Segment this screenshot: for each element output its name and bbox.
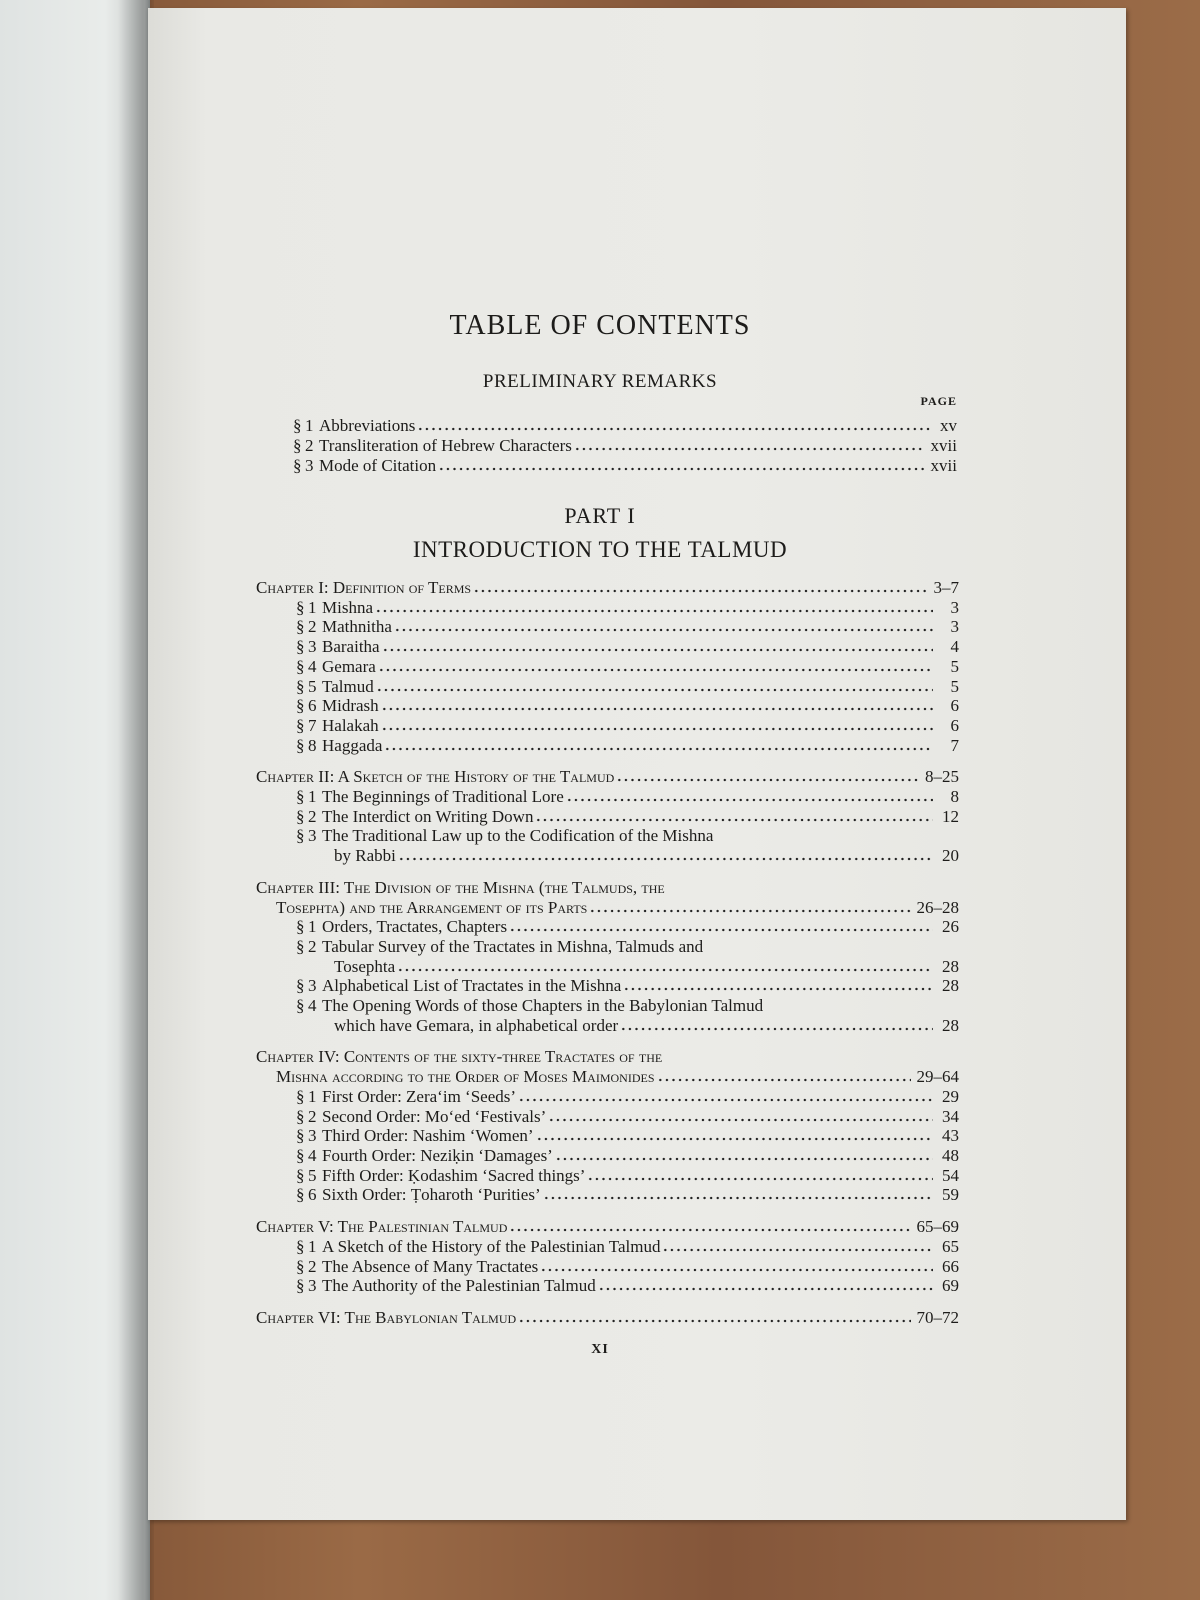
entry-text: Second Order: Mo‘ed ‘Festivals’ bbox=[322, 1106, 547, 1126]
section-number: 6 bbox=[308, 1185, 317, 1205]
entry-text: The Interdict on Writing Down bbox=[322, 806, 534, 826]
entry-text: Alphabetical List of Tractates in the Mishna bbox=[322, 976, 622, 996]
entry-page: 26 bbox=[942, 917, 959, 937]
preliminary-entries bbox=[293, 416, 957, 476]
section-symbol: § bbox=[296, 696, 305, 716]
entry-text: by Rabbi bbox=[334, 846, 396, 866]
toc-entry-line bbox=[256, 787, 959, 807]
dot-leader bbox=[620, 1017, 933, 1031]
chapter-pages: 65–69 bbox=[916, 1217, 959, 1237]
section-number: 7 bbox=[308, 715, 317, 735]
entry-page: 3 bbox=[950, 617, 959, 637]
entry-text: Sixth Order: Ṭoharoth ‘Purities’ bbox=[322, 1185, 541, 1205]
entry-page: 7 bbox=[950, 735, 959, 755]
chapter-group bbox=[256, 1308, 959, 1328]
dot-leader bbox=[376, 678, 933, 692]
dot-leader bbox=[598, 1277, 933, 1291]
section-symbol: § bbox=[296, 656, 305, 676]
section-number: 2 bbox=[308, 1256, 317, 1276]
toc-entry-line bbox=[293, 416, 957, 436]
entry-text: Talmud bbox=[322, 676, 374, 696]
toc-entry-line bbox=[256, 617, 959, 637]
entry-page: 54 bbox=[942, 1165, 959, 1185]
entry-page: 59 bbox=[942, 1185, 959, 1205]
section-symbol: § bbox=[296, 936, 305, 956]
entry-text: Tosephta bbox=[334, 956, 396, 976]
toc-entry-line bbox=[256, 1185, 959, 1205]
section-number: 3 bbox=[308, 1276, 317, 1296]
section-symbol: § bbox=[296, 1106, 305, 1126]
toc-entry-line bbox=[256, 846, 959, 866]
entry-page: 66 bbox=[942, 1256, 959, 1276]
section-symbol: § bbox=[296, 1256, 305, 1276]
toc-entry-line bbox=[256, 1276, 959, 1296]
dot-leader bbox=[378, 658, 933, 672]
section-symbol: § bbox=[296, 1086, 305, 1106]
section-symbol: § bbox=[296, 1126, 305, 1146]
dot-leader bbox=[616, 768, 919, 782]
chapter-group bbox=[256, 767, 959, 866]
chapter-pages: 70–72 bbox=[916, 1307, 959, 1327]
dot-leader bbox=[438, 457, 924, 471]
entry-page: 4 bbox=[950, 637, 959, 657]
dot-leader bbox=[518, 1309, 910, 1323]
page-column-label: PAGE bbox=[920, 394, 957, 408]
dot-leader bbox=[535, 808, 933, 822]
entry-text: The Absence of Many Tractates bbox=[322, 1256, 539, 1276]
section-number: 8 bbox=[308, 735, 317, 755]
part-title: INTRODUCTION TO THE TALMUD bbox=[412, 537, 788, 562]
entry-page: 43 bbox=[942, 1126, 959, 1146]
toc-entry-line bbox=[256, 996, 959, 1016]
entry-page: 6 bbox=[950, 696, 959, 716]
toc-entry-line bbox=[256, 976, 959, 996]
chapter-title: Chapter V: The Palestinian Talmud bbox=[256, 1217, 508, 1237]
toc-entry-line bbox=[256, 657, 959, 677]
entry-page: xv bbox=[940, 416, 957, 435]
dot-leader bbox=[397, 958, 933, 972]
dot-leader bbox=[381, 697, 933, 711]
section-symbol: § bbox=[296, 996, 305, 1016]
dot-leader bbox=[587, 1167, 933, 1181]
entry-text: Mode of Citation bbox=[319, 456, 437, 475]
section-symbol: § bbox=[296, 597, 305, 617]
dot-leader bbox=[398, 847, 933, 861]
toc-entry-line bbox=[256, 826, 959, 846]
chapter-heading bbox=[256, 1308, 959, 1328]
entry-text: Fifth Order: Ḳodashim ‘Sacred things’ bbox=[322, 1165, 586, 1185]
toc-entry-line bbox=[256, 1237, 959, 1257]
entry-text: The Traditional Law up to the Codification of the Mishna bbox=[322, 826, 714, 846]
entry-text: Mathnitha bbox=[322, 617, 392, 637]
entry-text: Third Order: Nashim ‘Women’ bbox=[322, 1126, 534, 1146]
part-label: PART I bbox=[564, 503, 636, 528]
chapter-title: Chapter IV: Contents of the sixty-three Tractates of the bbox=[256, 1047, 663, 1067]
chapter-title: Tosephta) and the Arrangement of its Parts bbox=[276, 897, 588, 917]
chapter-heading bbox=[256, 878, 959, 898]
section-number: 3 bbox=[308, 826, 317, 846]
dot-leader bbox=[509, 918, 933, 932]
entry-page: 28 bbox=[942, 956, 959, 976]
entry-text: Tabular Survey of the Tractates in Mishna, Talmuds and bbox=[322, 936, 704, 956]
dot-leader bbox=[623, 977, 933, 991]
entry-text: Baraitha bbox=[322, 637, 380, 657]
toc-entry-line bbox=[256, 957, 959, 977]
entry-text: The Beginnings of Traditional Lore bbox=[322, 787, 564, 807]
dot-leader bbox=[540, 1258, 933, 1272]
toc-entry-line bbox=[256, 937, 959, 957]
entry-page: xvii bbox=[930, 436, 957, 455]
entry-page: xvii bbox=[930, 456, 957, 475]
section-number: 1 bbox=[305, 416, 314, 435]
chapter-heading bbox=[256, 578, 959, 598]
chapter-heading bbox=[256, 1047, 959, 1067]
dot-leader bbox=[381, 717, 933, 731]
toc-entry-line bbox=[256, 736, 959, 756]
section-symbol: § bbox=[293, 436, 302, 455]
toc-entry-line bbox=[256, 1146, 959, 1166]
dot-leader bbox=[566, 788, 933, 802]
section-number: 2 bbox=[305, 436, 314, 455]
section-number: 1 bbox=[308, 1236, 317, 1256]
section-number: 1 bbox=[308, 917, 317, 937]
entry-text: Mishna bbox=[322, 597, 373, 617]
chapter-list bbox=[256, 578, 959, 1328]
page-number: XI bbox=[591, 1342, 609, 1357]
section-number: 3 bbox=[305, 456, 314, 475]
toc-entry-line bbox=[256, 637, 959, 657]
section-number: 5 bbox=[308, 676, 317, 696]
chapter-title: Chapter III: The Division of the Mishna (the Talmuds, the bbox=[256, 877, 665, 897]
section-symbol: § bbox=[296, 1236, 305, 1256]
section-number: 3 bbox=[308, 1126, 317, 1146]
entry-text: The Opening Words of those Chapters in the Babylonian Talmud bbox=[322, 996, 764, 1016]
toc-entry-line bbox=[293, 436, 957, 456]
entry-page: 34 bbox=[942, 1106, 959, 1126]
chapter-pages: 3–7 bbox=[933, 578, 959, 597]
dot-leader bbox=[417, 417, 931, 431]
toc-entry-line bbox=[293, 456, 957, 476]
section-number: 3 bbox=[308, 637, 317, 657]
section-symbol: § bbox=[296, 826, 305, 846]
entry-text: First Order: Zera‘im ‘Seeds’ bbox=[322, 1086, 517, 1106]
toc-entry-line bbox=[256, 696, 959, 716]
chapter-heading bbox=[256, 767, 959, 787]
section-symbol: § bbox=[296, 1276, 305, 1296]
section-number: 1 bbox=[308, 787, 317, 807]
entry-page: 5 bbox=[950, 676, 959, 696]
dot-leader bbox=[662, 1238, 933, 1252]
entry-page: 5 bbox=[950, 656, 959, 676]
toc-entry-line bbox=[256, 1126, 959, 1146]
toc-entry-line bbox=[256, 1257, 959, 1277]
dot-leader bbox=[589, 899, 910, 913]
section-symbol: § bbox=[296, 806, 305, 826]
entry-text: Midrash bbox=[322, 696, 379, 716]
entry-page: 12 bbox=[942, 806, 959, 826]
dot-leader bbox=[548, 1108, 933, 1122]
dot-leader bbox=[394, 618, 933, 632]
entry-page: 48 bbox=[942, 1145, 959, 1165]
dot-leader bbox=[382, 638, 933, 652]
section-number: 2 bbox=[308, 617, 317, 637]
section-symbol: § bbox=[296, 735, 305, 755]
chapter-title: Chapter I: Definition of Terms bbox=[256, 578, 472, 597]
entry-page: 6 bbox=[950, 715, 959, 735]
section-symbol: § bbox=[296, 917, 305, 937]
chapter-group bbox=[256, 1047, 959, 1205]
section-symbol: § bbox=[296, 715, 305, 735]
entry-page: 28 bbox=[942, 976, 959, 996]
section-symbol: § bbox=[296, 637, 305, 657]
entry-page: 3 bbox=[950, 597, 959, 617]
section-symbol: § bbox=[296, 1185, 305, 1205]
toc-entry-line bbox=[256, 917, 959, 937]
entry-text: which have Gemara, in alphabetical order bbox=[334, 1015, 619, 1035]
dot-leader bbox=[509, 1218, 910, 1232]
dot-leader bbox=[473, 579, 927, 593]
section-number: 1 bbox=[308, 1086, 317, 1106]
section-number: 2 bbox=[308, 806, 317, 826]
section-symbol: § bbox=[296, 617, 305, 637]
toc-entry-line bbox=[256, 1087, 959, 1107]
entry-text: Orders, Tractates, Chapters bbox=[322, 917, 508, 937]
chapter-title: Chapter II: A Sketch of the History of the Talmud bbox=[256, 767, 615, 787]
toc-entry-line bbox=[256, 1107, 959, 1127]
dot-leader bbox=[375, 599, 933, 613]
section-symbol: § bbox=[293, 456, 302, 475]
preliminary-heading: PRELIMINARY REMARKS bbox=[482, 371, 718, 392]
section-number: 4 bbox=[308, 996, 317, 1016]
chapter-pages: 8–25 bbox=[925, 767, 959, 787]
dot-leader bbox=[543, 1186, 933, 1200]
entry-page: 69 bbox=[942, 1276, 959, 1296]
entry-page: 29 bbox=[942, 1086, 959, 1106]
entry-text: A Sketch of the History of the Palestinian Talmud bbox=[322, 1236, 661, 1256]
section-symbol: § bbox=[296, 976, 305, 996]
dot-leader bbox=[536, 1127, 933, 1141]
chapter-group bbox=[256, 1217, 959, 1296]
entry-page: 65 bbox=[942, 1236, 959, 1256]
entry-page: 8 bbox=[950, 787, 959, 807]
page-title: TABLE OF CONTENTS bbox=[449, 310, 751, 341]
section-number: 1 bbox=[308, 597, 317, 617]
section-number: 5 bbox=[308, 1165, 317, 1185]
entry-text: Haggada bbox=[322, 735, 383, 755]
section-number: 6 bbox=[308, 696, 317, 716]
section-number: 2 bbox=[308, 936, 317, 956]
entry-text: Transliteration of Hebrew Characters bbox=[319, 436, 572, 455]
section-number: 3 bbox=[308, 976, 317, 996]
chapter-pages: 26–28 bbox=[916, 897, 959, 917]
toc-entry-line bbox=[256, 1016, 959, 1036]
section-symbol: § bbox=[296, 1145, 305, 1165]
section-number: 2 bbox=[308, 1106, 317, 1126]
chapter-title: Chapter VI: The Babylonian Talmud bbox=[256, 1307, 517, 1327]
chapter-heading bbox=[256, 898, 959, 918]
dot-leader bbox=[657, 1068, 911, 1082]
toc-entry-line bbox=[256, 677, 959, 697]
entry-text: Fourth Order: Neziḳin ‘Damages’ bbox=[322, 1145, 553, 1165]
section-number: 4 bbox=[308, 656, 317, 676]
chapter-group bbox=[256, 578, 959, 755]
toc-entry-line bbox=[256, 1166, 959, 1186]
toc-entry-line bbox=[256, 807, 959, 827]
section-symbol: § bbox=[296, 787, 305, 807]
dot-leader bbox=[384, 737, 933, 751]
chapter-group bbox=[256, 878, 959, 1036]
dot-leader bbox=[574, 437, 925, 451]
dot-leader bbox=[518, 1088, 933, 1102]
chapter-heading bbox=[256, 1067, 959, 1087]
chapter-pages: 29–64 bbox=[916, 1067, 959, 1087]
toc-entry-line bbox=[256, 598, 959, 618]
section-symbol: § bbox=[296, 676, 305, 696]
section-number: 4 bbox=[308, 1145, 317, 1165]
entry-text: Halakah bbox=[322, 715, 379, 735]
entry-text: Abbreviations bbox=[319, 416, 416, 435]
entry-page: 28 bbox=[942, 1015, 959, 1035]
entry-text: The Authority of the Palestinian Talmud bbox=[322, 1276, 596, 1296]
dot-leader bbox=[555, 1147, 933, 1161]
entry-page: 20 bbox=[942, 846, 959, 866]
section-symbol: § bbox=[293, 416, 302, 435]
toc-entry-line bbox=[256, 716, 959, 736]
chapter-heading bbox=[256, 1217, 959, 1237]
entry-text: Gemara bbox=[322, 656, 376, 676]
section-symbol: § bbox=[296, 1165, 305, 1185]
chapter-title: Mishna according to the Order of Moses Maimonides bbox=[276, 1067, 655, 1087]
